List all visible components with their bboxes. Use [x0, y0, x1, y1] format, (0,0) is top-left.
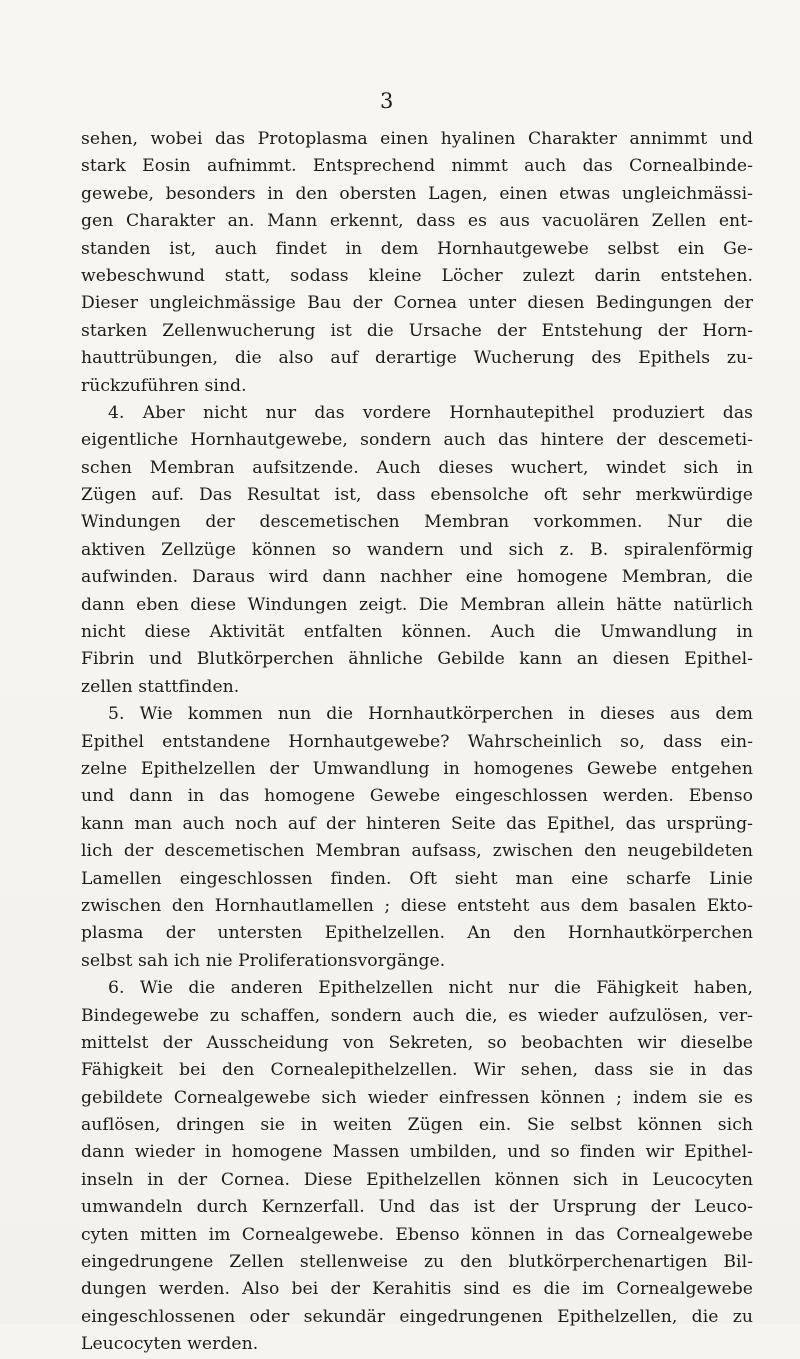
- text-line: plasma der untersten Epithelzellen. An den Hornhautkörperchen: [81, 923, 753, 944]
- text-line: stark Eosin aufnimmt. Entsprechend nimmt auch das Cornealbinde-: [81, 156, 753, 177]
- text-line: selbst sah ich nie Proliferationsvorgänge.: [81, 950, 446, 971]
- text-line: Zügen auf. Das Resultat ist, dass ebensolche oft sehr merkwürdige: [81, 485, 753, 506]
- text-line: gen Charakter an. Mann erkennt, dass es aus vacuolären Zellen ent-: [81, 211, 753, 232]
- text-line: starken Zellenwucherung ist die Ursache der Entstehung der Horn-: [81, 320, 753, 341]
- text-line: Fähigkeit bei den Cornealepithelzellen. Wir sehen, dass sie in das: [81, 1060, 753, 1081]
- text-line: aufwinden. Daraus wird dann nachher eine homogene Membran, die: [81, 567, 753, 588]
- text-line: umwandeln durch Kernzerfall. Und das ist der Ursprung der Leuco-: [81, 1197, 753, 1218]
- text-line: mittelst der Ausscheidung von Sekreten, so beobachten wir dieselbe: [81, 1032, 753, 1053]
- text-line: zellen stattfinden.: [81, 676, 240, 697]
- text-line: zelne Epithelzellen der Umwandlung in homogenes Gewebe entgehen: [81, 758, 753, 779]
- text-line: Fibrin und Blutkörperchen ähnliche Gebilde kann an diesen Epithel-: [81, 649, 753, 670]
- text-line: eigentliche Hornhautgewebe, sondern auch das hintere der descemeti-: [81, 430, 753, 451]
- text-line: Epithel entstandene Hornhautgewebe? Wahrscheinlich so, dass ein-: [81, 731, 753, 752]
- text-line: Windungen der descemetischen Membran vorkommen. Nur die: [81, 512, 753, 533]
- text-line: lich der descemetischen Membran aufsass, zwischen den neugebildeten: [81, 841, 753, 862]
- text-line: inseln in der Cornea. Diese Epithelzellen können sich in Leucocyten: [81, 1169, 753, 1190]
- text-line: cyten mitten im Cornealgewebe. Ebenso können in das Cornealgewebe: [81, 1224, 753, 1245]
- text-line: zwischen den Hornhautlamellen ; diese entsteht aus dem basalen Ekto-: [81, 895, 753, 916]
- text-line: nicht diese Aktivität entfalten können. Auch die Umwandlung in: [81, 622, 753, 643]
- text-line: 6. Wie die anderen Epithelzellen nicht nur die Fähigkeit haben,: [108, 978, 753, 999]
- text-line: schen Membran aufsitzende. Auch dieses wuchert, windet sich in: [81, 457, 753, 478]
- text-line: Dieser ungleichmässige Bau der Cornea unter diesen Bedingungen der: [81, 293, 753, 314]
- page-number: 3: [380, 89, 394, 113]
- text-line: dann wieder in homogene Massen umbilden, und so finden wir Epithel-: [81, 1142, 753, 1163]
- text-line: eingeschlossenen oder sekundär eingedrungenen Epithelzellen, die zu: [81, 1306, 753, 1327]
- text-line: 5. Wie kommen nun die Hornhautkörperchen in dieses aus dem: [108, 704, 753, 725]
- text-line: gebildete Cornealgewebe sich wieder einfressen können ; indem sie es: [81, 1087, 753, 1108]
- text-line: hauttrübungen, die also auf derartige Wucherung des Epithels zu-: [81, 348, 753, 369]
- text-line: rückzuführen sind.: [81, 375, 247, 396]
- text-line: webeschwund statt, sodass kleine Löcher zulezt darin entstehen.: [81, 265, 753, 286]
- text-line: und dann in das homogene Gewebe eingeschlossen werden. Ebenso: [81, 786, 753, 807]
- text-line: Lamellen eingeschlossen finden. Oft sieht man eine scharfe Linie: [81, 868, 753, 889]
- text-line: sehen, wobei das Protoplasma einen hyalinen Charakter annimmt und: [81, 129, 753, 149]
- text-line: auflösen, dringen sie in weiten Zügen ein. Sie selbst können sich: [81, 1115, 753, 1136]
- text-line: dann eben diese Windungen zeigt. Die Membran allein hätte natürlich: [81, 594, 753, 615]
- text-line: 4. Aber nicht nur das vordere Hornhautepithel produziert das: [108, 402, 753, 423]
- text-line: Bindegewebe zu schaffen, sondern auch die, es wieder aufzulösen, ver-: [81, 1005, 753, 1026]
- body-text: [81, 126, 753, 1359]
- text-line: aktiven Zellzüge können so wandern und sich z. B. spiralenförmig: [81, 539, 753, 560]
- text-line: dungen werden. Also bei der Kerahitis sind es die im Cornealgewebe: [81, 1279, 753, 1300]
- text-line: standen ist, auch findet in dem Hornhautgewebe selbst ein Ge-: [81, 238, 753, 259]
- text-line: Leucocyten werden.: [81, 1334, 259, 1355]
- text-line: kann man auch noch auf der hinteren Seite das Epithel, das ursprüng-: [81, 813, 753, 834]
- text-line: gewebe, besonders in den obersten Lagen, einen etwas ungleichmässi-: [81, 183, 753, 204]
- text-line: eingedrungene Zellen stellenweise zu den blutkörperchenartigen Bil-: [81, 1252, 753, 1273]
